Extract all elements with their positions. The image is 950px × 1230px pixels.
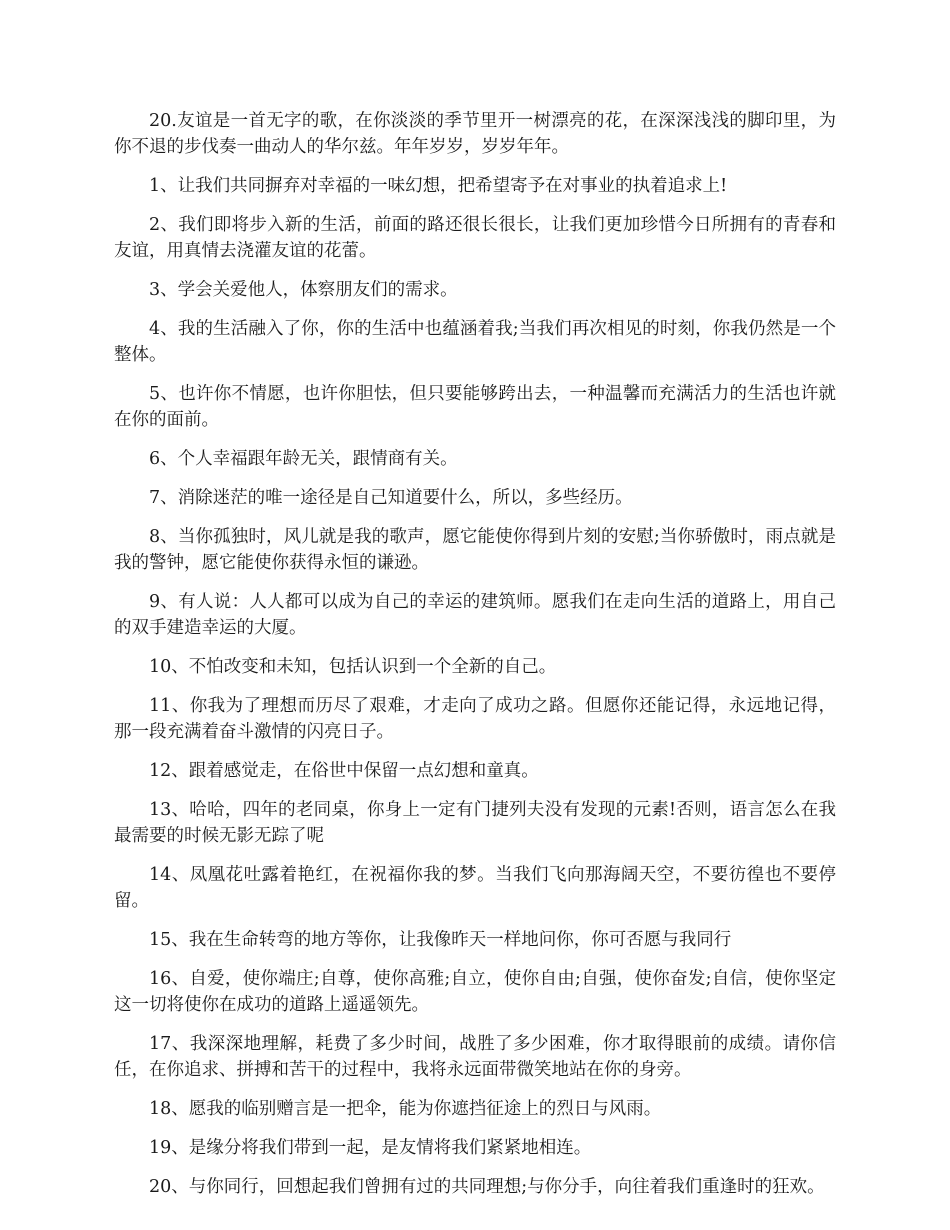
paragraph-8: 8、当你孤独时，风儿就是我的歌声，愿它能使你得到片刻的安慰;当你骄傲时，雨点就是我的警钟，愿它能使你获得永恒的谦逊。 (114, 527, 836, 573)
paragraph-2: 2、我们即将步入新的生活，前面的路还很长很长，让我们更加珍惜今日所拥有的青春和友谊，用真情去浇灌友谊的花蕾。 (114, 215, 836, 261)
paragraph-13: 13、哈哈，四年的老同桌，你身上一定有门捷列夫没有发现的元素!否则，语言怎么在我最需要的时候无影无踪了呢 (114, 800, 836, 846)
paragraph-16: 16、自爱，使你端庄;自尊，使你高雅;自立，使你自由;自强，使你奋发;自信，使你坚定这一切将使你在成功的道路上遥遥领先。 (114, 969, 836, 1015)
paragraph-1: 1、让我们共同摒弃对幸福的一味幻想，把希望寄予在对事业的执着追求上! (149, 176, 728, 196)
paragraph-10: 10、不怕改变和未知，包括认识到一个全新的自己。 (149, 657, 557, 677)
paragraph-5: 5、也许你不情愿，也许你胆怯，但只要能够跨出去，一种温馨而充满活力的生活也许就在你的面前。 (114, 384, 836, 430)
paragraph-9: 9、有人说：人人都可以成为自己的幸运的建筑师。愿我们在走向生活的道路上，用自己的双手建造幸运的大厦。 (114, 592, 836, 638)
paragraph-12: 12、跟着感觉走，在俗世中保留一点幻想和童真。 (149, 761, 539, 781)
paragraph-19: 19、是缘分将我们带到一起，是友情将我们紧紧地相连。 (149, 1138, 592, 1158)
paragraph-15: 15、我在生命转弯的地方等你，让我像昨天一样地问你，你可否愿与我同行 (149, 930, 732, 950)
paragraph-3: 3、学会关爱他人，体察朋友们的需求。 (149, 280, 458, 300)
paragraph-intro: 20.友谊是一首无字的歌，在你淡淡的季节里开一树漂亮的花，在深深浅浅的脚印里，为你不退的步伐奏一曲动人的华尔兹。年年岁岁，岁岁年年。 (114, 111, 836, 157)
paragraph-17: 17、我深深地理解，耗费了多少时间，战胜了多少困难，你才取得眼前的成绩。请你信任，在你追求、拼搏和苦干的过程中，我将永远面带微笑地站在你的身旁。 (114, 1034, 836, 1080)
paragraph-6: 6、个人幸福跟年龄无关，跟情商有关。 (149, 449, 458, 469)
paragraph-4: 4、我的生活融入了你，你的生活中也蕴涵着我;当我们再次相见的时刻，你我仍然是一个整体。 (114, 319, 836, 365)
paragraph-7: 7、消除迷茫的唯一途径是自己知道要什么，所以，多些经历。 (149, 488, 633, 508)
paragraph-20: 20、与你同行，回想起我们曾拥有过的共同理想;与你分手，向往着我们重逢时的狂欢。 (149, 1177, 825, 1197)
paragraph-18: 18、愿我的临别赠言是一把伞，能为你遮挡征途上的烈日与风雨。 (149, 1099, 662, 1119)
document-body (114, 108, 836, 1213)
paragraph-14: 14、凤凰花吐露着艳红，在祝福你我的梦。当我们飞向那海阔天空，不要彷徨也不要停留。 (114, 865, 836, 911)
paragraph-11: 11、你我为了理想而历尽了艰难，才走向了成功之路。但愿你还能记得，永远地记得，那一段充满着奋斗激情的闪亮日子。 (114, 696, 836, 742)
